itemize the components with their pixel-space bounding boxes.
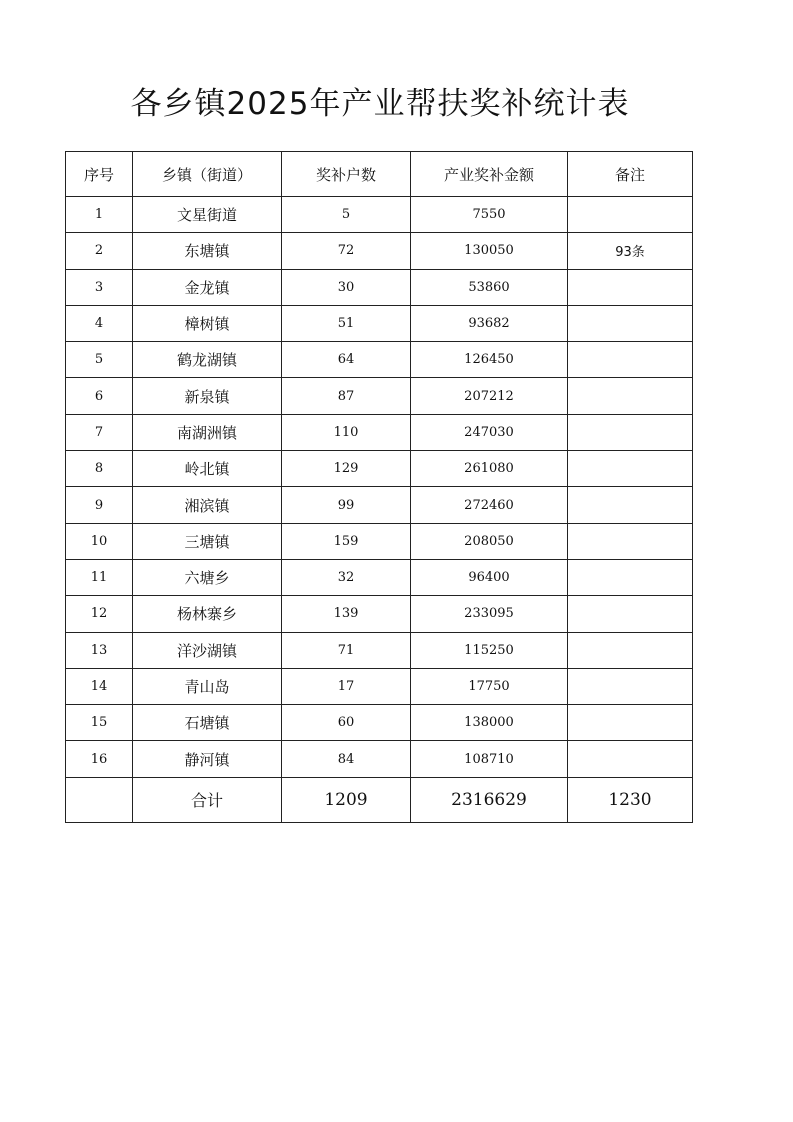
- table-row: [66, 487, 693, 523]
- table-row: [66, 197, 693, 233]
- cell-households: 110: [282, 414, 411, 450]
- cell-amount: 130050: [411, 233, 568, 269]
- statistics-table: [65, 151, 693, 823]
- table-header-row: [66, 152, 693, 197]
- cell-town: 岭北镇: [133, 451, 282, 487]
- header-note: 备注: [568, 152, 693, 197]
- cell-note: [568, 414, 693, 450]
- cell-amount: 138000: [411, 705, 568, 741]
- cell-note: [568, 487, 693, 523]
- cell-note: [568, 705, 693, 741]
- cell-amount: 115250: [411, 632, 568, 668]
- cell-town: 青山岛: [133, 668, 282, 704]
- cell-note: [568, 342, 693, 378]
- cell-serial-no: 12: [66, 596, 133, 632]
- cell-note: [568, 197, 693, 233]
- table-row: [66, 559, 693, 595]
- cell-households: 99: [282, 487, 411, 523]
- table-row: [66, 342, 693, 378]
- cell-serial-no: 3: [66, 269, 133, 305]
- cell-note: [568, 523, 693, 559]
- table-row: [66, 378, 693, 414]
- cell-serial-no: 11: [66, 559, 133, 595]
- cell-households: 72: [282, 233, 411, 269]
- header-households: 奖补户数: [282, 152, 411, 197]
- cell-note: 93条: [568, 233, 693, 269]
- header-amount: 产业奖补金额: [411, 152, 568, 197]
- cell-town: 三塘镇: [133, 523, 282, 559]
- cell-note: [568, 269, 693, 305]
- table-row: [66, 451, 693, 487]
- table-row: [66, 414, 693, 450]
- cell-amount: 272460: [411, 487, 568, 523]
- cell-households: 129: [282, 451, 411, 487]
- cell-town: 洋沙湖镇: [133, 632, 282, 668]
- table-row: [66, 523, 693, 559]
- cell-households: 139: [282, 596, 411, 632]
- total-amount: 2316629: [411, 777, 568, 822]
- cell-households: 159: [282, 523, 411, 559]
- cell-serial-no: 13: [66, 632, 133, 668]
- cell-town: 鹤龙湖镇: [133, 342, 282, 378]
- table-row: [66, 741, 693, 777]
- cell-town: 石塘镇: [133, 705, 282, 741]
- cell-households: 5: [282, 197, 411, 233]
- table-row: [66, 632, 693, 668]
- cell-serial-no: 2: [66, 233, 133, 269]
- cell-serial-no: 6: [66, 378, 133, 414]
- cell-serial-no: 9: [66, 487, 133, 523]
- total-serial-cell: [66, 777, 133, 822]
- cell-households: 30: [282, 269, 411, 305]
- cell-town: 新泉镇: [133, 378, 282, 414]
- table-row: [66, 668, 693, 704]
- cell-note: [568, 668, 693, 704]
- cell-households: 17: [282, 668, 411, 704]
- cell-town: 六塘乡: [133, 559, 282, 595]
- cell-amount: 233095: [411, 596, 568, 632]
- total-households: 1209: [282, 777, 411, 822]
- cell-note: [568, 559, 693, 595]
- cell-amount: 261080: [411, 451, 568, 487]
- cell-town: 文星街道: [133, 197, 282, 233]
- cell-amount: 93682: [411, 305, 568, 341]
- header-town: 乡镇（街道）: [133, 152, 282, 197]
- cell-note: [568, 596, 693, 632]
- cell-amount: 207212: [411, 378, 568, 414]
- cell-town: 静河镇: [133, 741, 282, 777]
- cell-serial-no: 5: [66, 342, 133, 378]
- table-row: [66, 305, 693, 341]
- cell-town: 樟树镇: [133, 305, 282, 341]
- table-row: [66, 596, 693, 632]
- cell-serial-no: 7: [66, 414, 133, 450]
- table-row: [66, 233, 693, 269]
- cell-note: [568, 451, 693, 487]
- total-row: [66, 777, 693, 822]
- cell-households: 71: [282, 632, 411, 668]
- cell-amount: 126450: [411, 342, 568, 378]
- cell-serial-no: 8: [66, 451, 133, 487]
- cell-town: 杨林寨乡: [133, 596, 282, 632]
- total-label: 合计: [133, 777, 282, 822]
- cell-serial-no: 14: [66, 668, 133, 704]
- cell-households: 84: [282, 741, 411, 777]
- cell-households: 51: [282, 305, 411, 341]
- cell-households: 87: [282, 378, 411, 414]
- cell-town: 南湖洲镇: [133, 414, 282, 450]
- cell-note: [568, 741, 693, 777]
- cell-amount: 7550: [411, 197, 568, 233]
- cell-households: 60: [282, 705, 411, 741]
- page-title: 各乡镇2025年产业帮扶奖补统计表: [130, 86, 630, 122]
- cell-serial-no: 1: [66, 197, 133, 233]
- cell-amount: 96400: [411, 559, 568, 595]
- cell-serial-no: 4: [66, 305, 133, 341]
- table-row: [66, 705, 693, 741]
- cell-note: [568, 378, 693, 414]
- header-serial-no: 序号: [66, 152, 133, 197]
- cell-note: [568, 305, 693, 341]
- cell-amount: 208050: [411, 523, 568, 559]
- cell-households: 64: [282, 342, 411, 378]
- cell-households: 32: [282, 559, 411, 595]
- table-row: [66, 269, 693, 305]
- cell-amount: 108710: [411, 741, 568, 777]
- cell-town: 东塘镇: [133, 233, 282, 269]
- cell-amount: 247030: [411, 414, 568, 450]
- cell-note: [568, 632, 693, 668]
- cell-amount: 53860: [411, 269, 568, 305]
- cell-serial-no: 16: [66, 741, 133, 777]
- cell-serial-no: 15: [66, 705, 133, 741]
- cell-town: 金龙镇: [133, 269, 282, 305]
- total-note: 1230: [568, 777, 693, 822]
- cell-serial-no: 10: [66, 523, 133, 559]
- cell-amount: 17750: [411, 668, 568, 704]
- cell-town: 湘滨镇: [133, 487, 282, 523]
